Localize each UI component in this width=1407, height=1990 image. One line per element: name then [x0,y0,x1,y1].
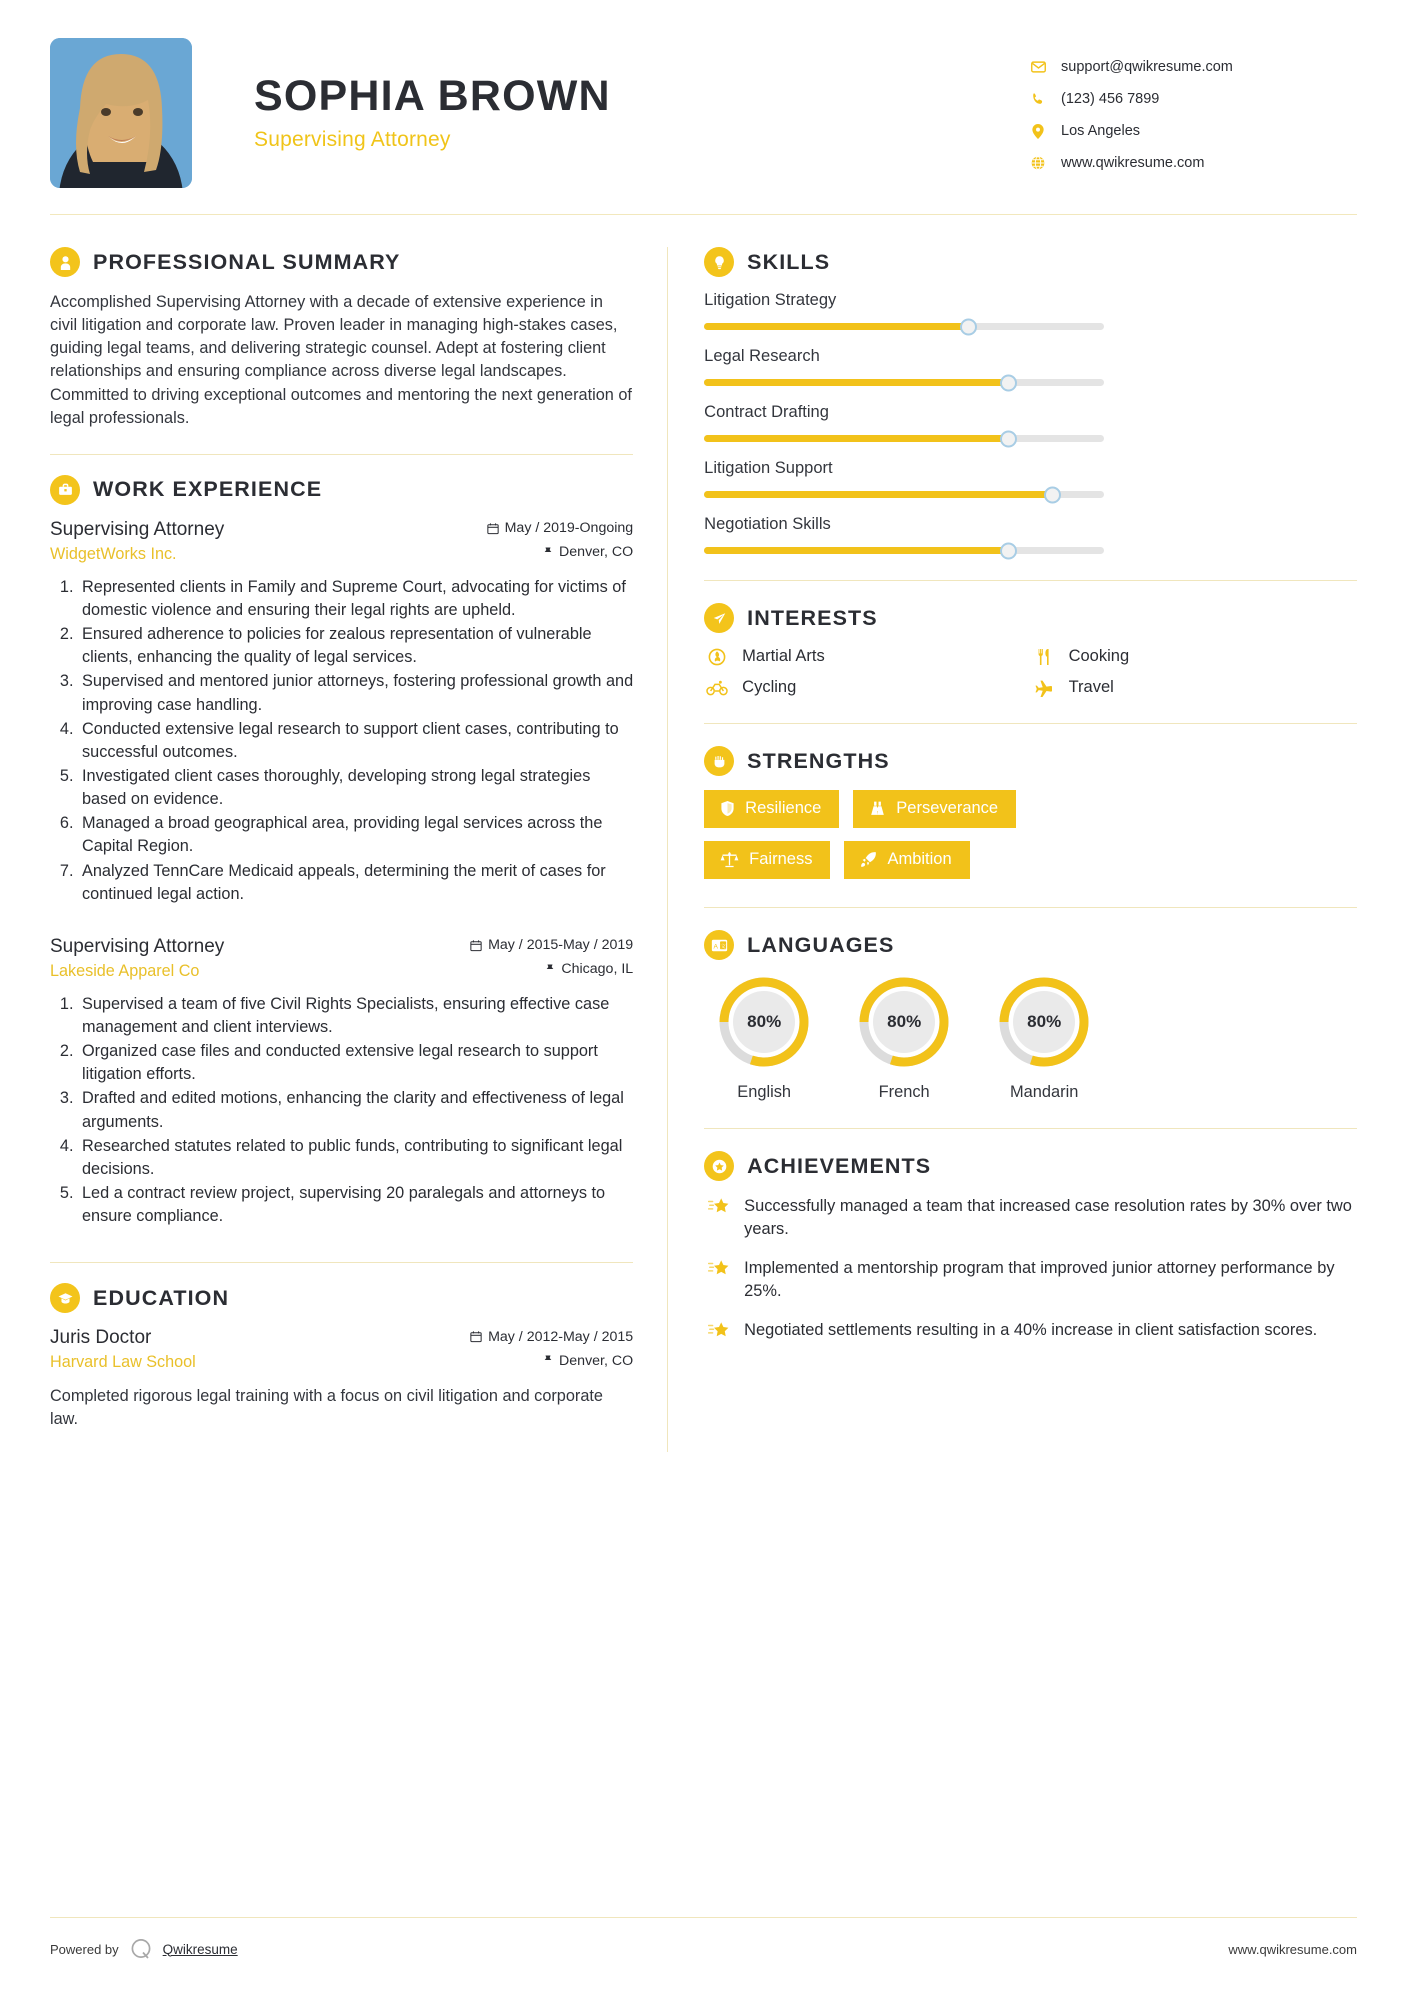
rocket-icon [860,851,877,868]
contact-email[interactable] [1027,59,1357,75]
language-name: Mandarin [1010,1083,1079,1101]
language-donut [996,974,1092,1070]
skill-bar-fill [704,547,1008,554]
section-strengths [704,746,1357,879]
strength-chip [853,790,1016,828]
section-work-experience [50,475,633,1228]
entry-location-text: Chicago, IL [561,961,634,978]
svg-text:文: 文 [720,943,726,950]
section-divider [704,580,1357,581]
list-item: 1. Supervised a team of five Civil Rights Specialists, ensuring effective case management and client interviews. [78,993,633,1039]
section-achievements [704,1151,1357,1342]
entry-date [470,937,633,953]
fist-icon [704,746,734,776]
contact-phone-text: (123) 456 7899 [1061,91,1160,107]
skill-label: Legal Research [704,347,820,365]
qwikresume-brand[interactable]: Qwikresume [162,1941,238,1957]
strength-label: Ambition [887,850,952,868]
section-heading [50,247,633,277]
list-item: 5. Led a contract review project, supervising 20 paralegals and attorneys to ensure compliance. [78,1182,633,1228]
section-divider [50,454,633,455]
section-heading [704,1151,1357,1181]
cooking-icon [1031,648,1057,666]
footer-url[interactable]: www.qwikresume.com [1228,1941,1357,1957]
achievement-item [704,1195,1357,1241]
strength-label: Perseverance [896,799,999,817]
entry-top-row [50,936,633,958]
skill-bar[interactable] [704,435,1104,442]
section-heading [704,603,1357,633]
entry-location [543,1353,633,1369]
list-item: 2. Ensured adherence to policies for zealous representation of vulnerable clients, enhancing the quality of legal services. [78,623,633,669]
section-divider [704,1128,1357,1129]
binoculars-icon [869,800,886,817]
language-percent: 80% [873,991,935,1053]
entry-degree: Juris Doctor [50,1327,152,1349]
skill-label: Negotiation Skills [704,515,831,533]
language-name: English [737,1083,792,1101]
cycling-icon [704,680,730,696]
strengths-list [704,790,1124,879]
left-column [50,221,667,1456]
graduation-cap-icon [50,1283,80,1313]
section-title: STRENGTHS [747,748,890,773]
language-item [844,974,964,1102]
section-title: WORK EXPERIENCE [93,477,323,502]
section-title: LANGUAGES [747,932,895,957]
language-item [704,974,824,1102]
language-percent: 80% [1013,991,1075,1053]
svg-text:A: A [713,942,718,950]
right-column [668,221,1357,1456]
section-divider [704,723,1357,724]
name-block [254,71,1027,152]
strength-label: Resilience [745,799,822,817]
resume-header [50,0,1357,214]
badge-star-icon [704,1151,734,1181]
skill-bar-knob[interactable] [1000,430,1017,447]
globe-icon [1027,156,1049,170]
section-heading [704,247,1357,277]
contact-website-text: www.qwikresume.com [1061,155,1205,171]
contact-email-text: support@qwikresume.com [1061,59,1233,75]
skill-label: Litigation Strategy [704,291,837,309]
achievement-item [704,1257,1357,1303]
entry-description: Completed rigorous legal training with a focus on civil litigation and corporate law. [50,1387,603,1429]
contact-website[interactable] [1027,155,1357,171]
list-item: 2. Organized case files and conducted extensive legal research to support litigation efforts. [78,1040,633,1086]
entry-location-text: Denver, CO [559,1352,634,1369]
list-item: 1. Represented clients in Family and Supreme Court, advocating for victims of domestic violence and ensuring their legal rights are upheld. [78,576,633,622]
section-title: PROFESSIONAL SUMMARY [93,249,401,274]
briefcase-icon [50,475,80,505]
user-icon [50,247,80,277]
list-item: 4. Researched statutes related to public funds, contributing to significant legal decisions. [78,1135,633,1181]
list-item: 6. Managed a broad geographical area, providing legal services across the Capital Region. [78,812,633,858]
section-title: EDUCATION [93,1285,230,1310]
section-title: INTERESTS [747,605,878,630]
achievement-text: Negotiated settlements resulting in a 40% increase in client satisfaction scores. [744,1320,1318,1339]
contact-phone[interactable] [1027,91,1357,107]
paper-plane-icon [704,603,734,633]
strength-label: Fairness [749,850,813,868]
powered-by [50,1936,238,1962]
contact-list [1027,55,1357,171]
location-icon [1027,124,1049,139]
page-footer [50,1917,1357,1962]
entry-sub-row [50,1349,633,1372]
martial-arts-icon [704,648,730,666]
language-donut [856,974,952,1070]
entry-bullets [50,576,633,906]
strength-chip [844,841,969,879]
entry-company: Lakeside Apparel Co [50,961,200,980]
languages-list [704,974,1104,1102]
entry-location [545,961,633,977]
contact-location-text: Los Angeles [1061,123,1141,139]
skill-bar[interactable] [704,491,1104,498]
entry-date [470,1329,633,1345]
phone-icon [1027,92,1049,106]
calendar-icon [487,522,499,535]
skill-bar[interactable] [704,547,1104,554]
pin-icon [543,546,553,559]
language-name: French [878,1083,930,1101]
section-heading [50,1283,633,1313]
star-icon [704,1257,734,1303]
strength-chip [704,790,839,828]
scales-icon [720,851,739,868]
entry-bullets [50,993,633,1228]
travel-icon [1031,679,1057,697]
email-icon [1027,61,1049,73]
interest-label: Martial Arts [742,647,825,665]
pin-icon [543,1354,553,1367]
skill-bar-knob[interactable] [1000,542,1017,559]
skill-item [704,347,1357,386]
entry-date-text: May / 2015-May / 2019 [488,937,634,954]
list-item: 7. Analyzed TennCare Medicaid appeals, determining the merit of cases for continued legal action. [78,860,633,906]
achievement-text: Successfully managed a team that increased case resolution rates by 30% over two years. [744,1197,1352,1238]
experience-entry [50,519,633,906]
skill-item [704,291,1357,330]
shield-icon [720,800,735,817]
interest-item [704,647,1030,666]
entry-location [543,544,633,560]
calendar-icon [470,1330,482,1343]
star-icon [704,1319,734,1342]
language-donut [716,974,812,1070]
section-heading [50,475,633,505]
star-icon [704,1195,734,1241]
section-heading [704,746,1357,776]
section-title: SKILLS [747,249,831,274]
interest-label: Cooking [1068,647,1130,665]
entry-date-text: May / 2012-May / 2015 [488,1328,634,1345]
entry-job-title: Supervising Attorney [50,935,225,957]
summary-text: Accomplished Supervising Attorney with a decade of extensive experience in civil litigation and corporate law. Proven leader in managing high-stakes cases, guiding legal teams, and delivering strategic counsel. Adept at fostering client relationships and ensuring compliance across diverse legal landscapes. Committed to driving exceptional outcomes and mentoring the next generation of legal professionals. [50,293,632,427]
list-item: 3. Drafted and edited motions, enhancing the clarity and effectiveness of legal arguments. [78,1087,633,1133]
entry-job-title: Supervising Attorney [50,518,225,540]
skill-bar[interactable] [704,323,1104,330]
translate-icon [704,930,734,960]
entry-date-text: May / 2019-Ongoing [504,520,634,537]
calendar-icon [470,939,482,952]
skill-label: Contract Drafting [704,403,829,421]
skill-bar-fill [704,491,1052,498]
experience-entry [50,936,633,1228]
list-item: 3. Supervised and mentored junior attorneys, fostering professional growth and improving case handling. [78,670,633,716]
interests-grid [704,647,1357,697]
strength-chip [704,841,830,879]
entry-sub-row [50,958,633,981]
section-title: ACHIEVEMENTS [747,1153,932,1178]
resume-body [50,215,1357,1456]
entry-date [487,520,634,536]
interest-label: Cycling [742,678,797,696]
candidate-job-title: Supervising Attorney [254,128,451,152]
interest-item [1031,678,1357,697]
skill-bar-fill [704,435,1008,442]
qwikresume-logo-icon [128,1936,154,1962]
avatar [50,38,192,188]
list-item: 4. Conducted extensive legal research to support client cases, contributing to successful outcomes. [78,718,633,764]
skill-bar-knob[interactable] [960,318,977,335]
interest-item [704,678,1030,697]
lightbulb-icon [704,247,734,277]
section-divider [50,1262,633,1263]
achievement-item [704,1319,1357,1342]
language-percent: 80% [733,991,795,1053]
entry-top-row [50,519,633,541]
section-languages [704,930,1357,1102]
skill-bar[interactable] [704,379,1104,386]
contact-location[interactable] [1027,123,1357,139]
section-heading [704,930,1357,960]
section-divider [704,907,1357,908]
entry-school: Harvard Law School [50,1353,196,1372]
entry-sub-row [50,541,633,564]
skill-bar-knob[interactable] [1000,374,1017,391]
section-skills [704,247,1357,554]
achievement-text: Implemented a mentorship program that improved junior attorney performance by 25%. [744,1258,1335,1300]
section-interests [704,603,1357,697]
entry-location-text: Denver, CO [559,544,634,561]
section-education [50,1283,633,1431]
skill-item [704,515,1357,554]
skill-bar-fill [704,379,1008,386]
interest-item [1031,647,1357,666]
skill-item [704,403,1357,442]
skill-bar-knob[interactable] [1044,486,1061,503]
powered-by-label: Powered by [50,1941,119,1957]
skill-label: Litigation Support [704,459,833,477]
entry-top-row [50,1327,633,1349]
skill-item [704,459,1357,498]
section-professional-summary [50,247,633,430]
candidate-name: SOPHIA BROWN [254,71,611,120]
pin-icon [545,963,555,976]
list-item: 5. Investigated client cases thoroughly, developing strong legal strategies based on evidence. [78,765,633,811]
skill-bar-fill [704,323,968,330]
interest-label: Travel [1068,678,1114,696]
entry-company: WidgetWorks Inc. [50,544,177,563]
language-item [984,974,1104,1102]
education-entry [50,1327,633,1431]
